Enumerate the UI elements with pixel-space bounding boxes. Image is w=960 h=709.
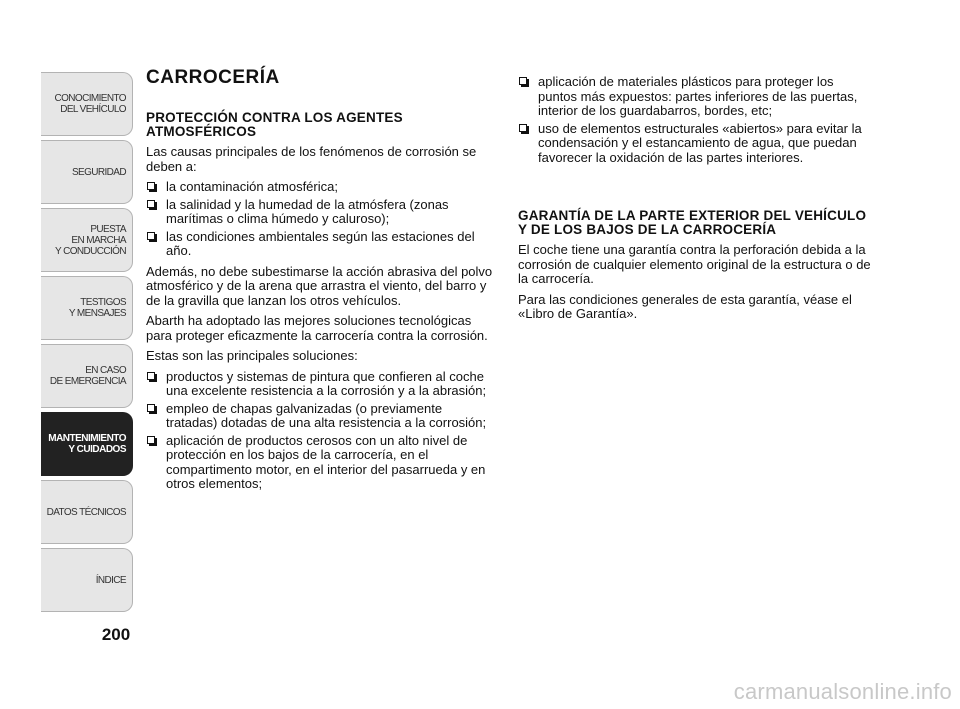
- checkbox-bullet-icon: [147, 372, 155, 380]
- tab-datos-tecnicos[interactable]: [41, 480, 133, 544]
- list-item: aplicación de productos cerosos con un alto nivel de protección en los bajos de la carrocería, en el compartimento motor, en el interior del pasarrueda y en otros elementos;: [146, 434, 496, 492]
- section-heading: PROTECCIÓN CONTRA LOS AGENTES ATMOSFÉRICOS: [146, 110, 403, 139]
- list-item: la contaminación atmosférica;: [146, 180, 496, 195]
- list-item: empleo de chapas galvanizadas (o previamente tratadas) dotadas de una alta resistencia a la corrosión;: [146, 402, 496, 431]
- intro-paragraph: Las causas principales de los fenómenos de corrosión se deben a:: [146, 144, 477, 174]
- page-number: 200: [101, 625, 131, 644]
- paragraph: Abarth ha adoptado las mejores soluciones tecnológicas para proteger eficazmente la carrocería contra la corrosión.: [146, 313, 488, 343]
- tab-seguridad[interactable]: [41, 140, 133, 204]
- page-title: CARROCERÍA: [146, 67, 280, 88]
- paragraph: Estas son las principales soluciones:: [146, 348, 358, 363]
- tab-label: EN CASO DE EMERGENCIA: [49, 365, 126, 387]
- paragraph: Para las condiciones generales de esta garantía, véase el «Libro de Garantía».: [518, 291, 852, 321]
- list-item: aplicación de materiales plásticos para proteger los puntos más expuestos: partes inferiores de las puertas, interior de los guardabarros, bordes, etc;: [518, 75, 873, 119]
- solutions-list: [146, 370, 496, 492]
- tab-label: DATOS TÉCNICOS: [46, 506, 126, 518]
- list-item: uso de elementos estructurales «abiertos» para evitar la condensación y el estancamiento de agua, que puedan favorecer la oxidación de las partes interiores.: [518, 122, 873, 166]
- tab-testigos-y-mensajes[interactable]: [41, 276, 133, 340]
- paragraph: Además, no debe subestimarse la acción abrasiva del polvo atmosférico y de la arena que arrastra el viento, del barro y de la gravilla que lanzan los otros vehículos.: [146, 263, 493, 308]
- tab-indice[interactable]: [41, 548, 133, 612]
- checkbox-bullet-icon: [147, 232, 155, 240]
- checkbox-bullet-icon: [147, 436, 155, 444]
- tab-label: TESTIGOS Y MENSAJES: [68, 297, 126, 319]
- left-column: [146, 67, 496, 498]
- list-item: las condiciones ambientales según las estaciones del año.: [146, 230, 496, 259]
- tab-label: CONOCIMIENTO DEL VEHÍCULO: [54, 93, 126, 115]
- tab-label: MANTENIMIENTO Y CUIDADOS: [48, 433, 126, 455]
- section-heading: GARANTÍA DE LA PARTE EXTERIOR DEL VEHÍCULO Y DE LOS BAJOS DE LA CARROCERÍA: [518, 208, 867, 237]
- list-item: productos y sistemas de pintura que confieren al coche una excelente resistencia a la corrosión y a la abrasión;: [146, 370, 496, 399]
- spacer: [518, 171, 873, 209]
- tab-mantenimiento-y-cuidados[interactable]: [41, 412, 133, 476]
- tab-conocimiento-del-vehiculo[interactable]: [41, 72, 133, 136]
- watermark: carmanualsonline.info: [733, 679, 952, 704]
- right-column: [518, 75, 873, 328]
- checkbox-bullet-icon: [519, 77, 527, 85]
- checkbox-bullet-icon: [147, 182, 155, 190]
- tab-label: ÍNDICE: [95, 574, 126, 586]
- checkbox-bullet-icon: [147, 200, 155, 208]
- tab-puesta-en-marcha[interactable]: [41, 208, 133, 272]
- checkbox-bullet-icon: [147, 404, 155, 412]
- tab-label: SEGURIDAD: [71, 166, 126, 178]
- paragraph: El coche tiene una garantía contra la perforación debida a la corrosión de cualquier elemento original de la estructura o de la carrocería.: [518, 242, 871, 286]
- causes-list: [146, 180, 496, 259]
- tab-label: PUESTA EN MARCHA Y CONDUCCIÓN: [55, 223, 126, 257]
- tab-en-caso-de-emergencia[interactable]: [41, 344, 133, 408]
- solutions-list-continued: [518, 75, 873, 165]
- checkbox-bullet-icon: [519, 124, 527, 132]
- list-item: la salinidad y la humedad de la atmósfera (zonas marítimas o clima húmedo y caluroso);: [146, 198, 496, 227]
